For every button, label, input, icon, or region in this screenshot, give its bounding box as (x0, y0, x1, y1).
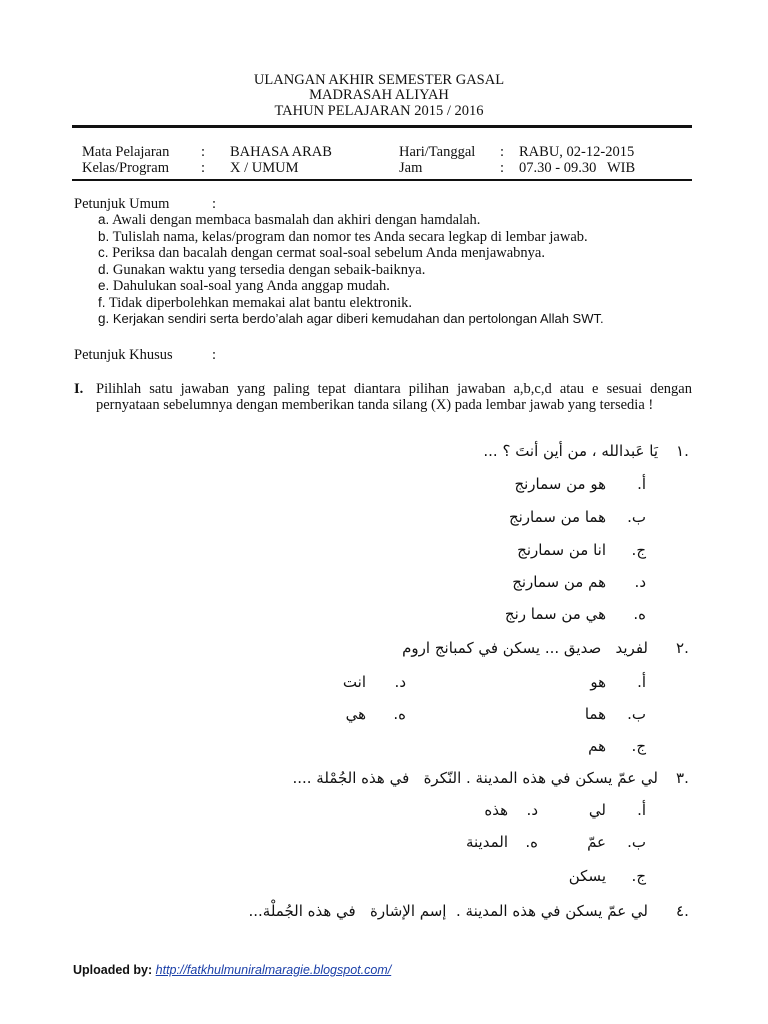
question-3-option-b-letter: ب. (627, 833, 646, 851)
list-item: d. Gunakan waktu yang tersedia dengan sebaik-baiknya. (98, 261, 426, 278)
question-2-option-a-letter: أ. (637, 673, 646, 691)
question-4-number: ٤. (676, 902, 689, 920)
subject-colon: : (201, 144, 206, 160)
question-3-option-d-letter: د. (526, 801, 538, 819)
school-name: MADRASAH ALIYAH (309, 87, 449, 103)
question-1-option-d-letter: د. (634, 573, 646, 591)
question-2-option-d-letter: د. (394, 673, 406, 691)
day-label: Hari/Tanggal (399, 144, 476, 160)
section-instruction-line2: pernyataan sebelumnya dengan memberikan tanda silang (X) pada lembar jawab yang tersedia ! (96, 397, 654, 413)
question-1-option-a-letter: أ. (637, 475, 646, 493)
question-1-option-b: هما من سمارنج (508, 508, 606, 526)
question-3-text: لي عمّ يسكن في هذه المدينة . النّكرة في هذه الجُمْلة .... (292, 769, 658, 787)
question-2-text: لفريد صديق ... يسكن في كمبانج اروم (402, 639, 648, 657)
time-label: Jam (399, 160, 423, 176)
day-value: RABU, 02-12-2015 (519, 144, 635, 160)
question-3-option-d: هذه (484, 801, 508, 819)
question-1-option-e-letter: ه. (633, 605, 646, 623)
question-3-option-e: المدينة (465, 833, 508, 851)
class-value: X / UMUM (230, 160, 299, 176)
list-item: f. Tidak diperbolehkan memakai alat bantu elektronik. (98, 294, 412, 311)
question-2-option-e: هي (345, 705, 366, 723)
question-1-number: ١. (676, 442, 689, 460)
question-2-option-d: انت (342, 673, 366, 691)
question-2-option-e-letter: ه. (393, 705, 406, 723)
question-1-option-a: هو من سمارنج (514, 475, 606, 493)
section-numeral: I. (74, 381, 84, 397)
uploaded-by (73, 963, 391, 977)
general-instructions-colon: : (212, 196, 217, 212)
subject-label: Mata Pelajaran (82, 144, 170, 160)
uploaded-by-label: Uploaded by: (73, 963, 153, 977)
question-2-option-b: هما (584, 705, 606, 723)
time-colon: : (500, 160, 505, 176)
list-item: g. Kerjakan sendiri serta berdo’alah agar diberi kemudahan dan pertolongan Allah SWT. (98, 311, 604, 326)
question-1-option-c: انا من سمارنج (517, 541, 606, 559)
question-3-option-a: لي (588, 801, 606, 819)
exam-title: ULANGAN AKHIR SEMESTER GASAL (253, 72, 505, 88)
list-item: c. Periksa dan bacalah dengan cermat soal-soal sebelum Anda menjawabnya. (98, 245, 545, 261)
special-instructions-title: Petunjuk Khusus (74, 347, 173, 363)
special-instructions-colon: : (212, 347, 217, 363)
section-instruction-line1: Pilihlah satu jawaban yang paling tepat diantara pilihan jawaban a,b,c,d atau e sesuai dengan (96, 381, 692, 397)
question-2-number: ٢. (676, 639, 689, 657)
question-3-option-c: يسكن (568, 867, 606, 885)
question-2-option-c: هم (588, 737, 606, 755)
class-label: Kelas/Program (82, 160, 169, 176)
question-3-option-e-letter: ه. (525, 833, 538, 851)
list-item: e. Dahulukan soal-soal yang Anda anggap mudah. (98, 278, 390, 294)
time-value: 07.30 - 09.30 WIB (519, 160, 636, 176)
header-divider (72, 125, 692, 128)
academic-year: TAHUN PELAJARAN 2015 / 2016 (274, 103, 484, 119)
question-2-option-a: هو (590, 673, 606, 691)
question-3-option-c-letter: ج. (631, 867, 646, 885)
question-2-option-b-letter: ب. (627, 705, 646, 723)
list-item: a. Awali dengan membaca basmalah dan akhiri dengan hamdalah. (98, 212, 481, 228)
question-1-option-c-letter: ج. (631, 541, 646, 559)
question-1-option-d: هم من سمارنج (512, 573, 606, 591)
question-4-text: لي عمّ يسكن في هذه المدينة . إسم الإشارة في هذه الجُملْة... (248, 902, 648, 920)
day-colon: : (500, 144, 505, 160)
question-1-option-e: هي من سما رنج (504, 605, 606, 623)
list-item: b. Tulislah nama, kelas/program dan nomor tes Anda secara legkap di lembar jawab. (98, 228, 588, 245)
subject-value: BAHASA ARAB (230, 144, 332, 160)
question-1-text: يَا عَبدالله ، من أين أنتَ ؟ ... (483, 442, 658, 460)
question-3-option-a-letter: أ. (637, 801, 646, 819)
question-3-option-b: عمّ (587, 833, 606, 851)
question-2-option-c-letter: ج. (631, 737, 646, 755)
info-divider (72, 179, 692, 181)
question-3-number: ٣. (676, 769, 689, 787)
class-colon: : (201, 160, 206, 176)
general-instructions-list (98, 212, 698, 328)
question-1-option-b-letter: ب. (627, 508, 646, 526)
general-instructions-title: Petunjuk Umum (74, 196, 170, 212)
blog-link[interactable]: http://fatkhulmuniralmaragie.blogspot.com/ (155, 963, 392, 977)
